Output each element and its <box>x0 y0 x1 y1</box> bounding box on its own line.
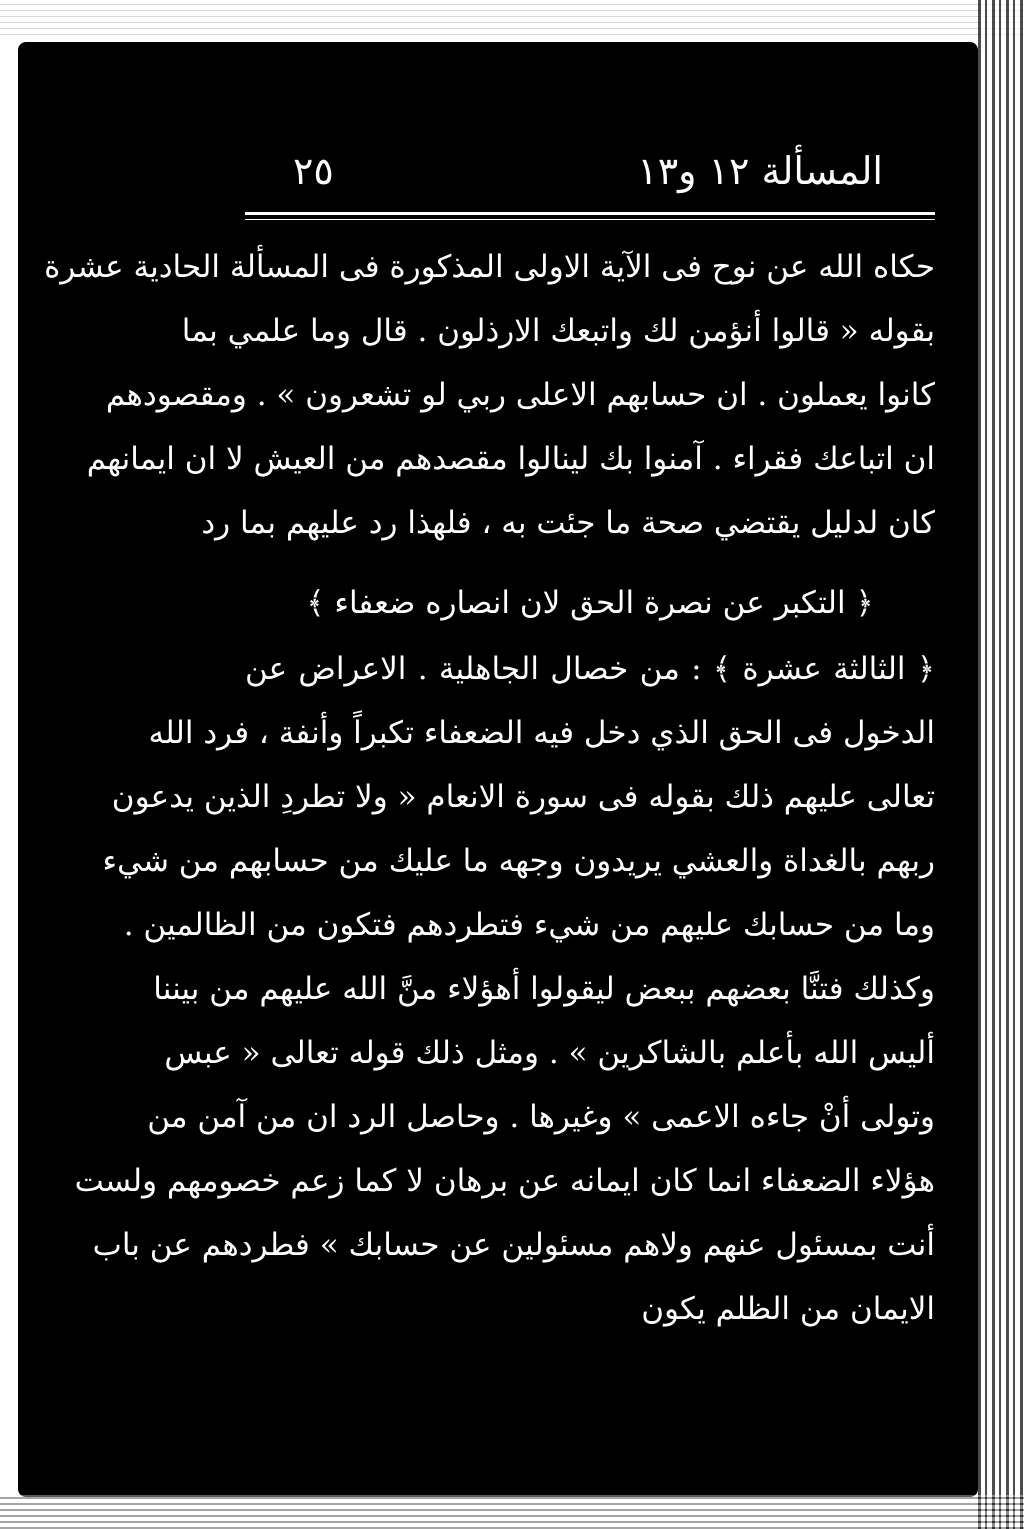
text-line: الايمان من الظلم يكون <box>641 1291 935 1327</box>
header-rule <box>245 212 935 215</box>
text-line: ربهم بالغداة والعشي يريدون وجهه ما عليك من حسابهم من شيء <box>102 843 935 879</box>
text-line: بقوله « قالوا أنؤمن لك واتبعك الارذلون . قال وما علمي بما <box>181 313 935 349</box>
scan-edge-bottom <box>0 1495 1024 1529</box>
text-line: تعالى عليهم ذلك بقوله فى سورة الانعام « ولا تطردِ الذين يدعون <box>111 779 935 815</box>
text-line: وتولى أنْ جاءه الاعمى » وغيرها . وحاصل الرد ان من آمن من <box>147 1099 935 1135</box>
scan-edge-right <box>978 0 1024 1529</box>
header-rule-thin <box>245 219 935 220</box>
section-heading: ﴿ التكبر عن نصرة الحق لان انصاره ضعفاء ﴾ <box>306 585 874 621</box>
scan-edge-top <box>0 0 1024 40</box>
text-line: حكاه الله عن نوح فى الآية الاولى المذكورة فى المسألة الحادية عشرة <box>44 249 935 285</box>
text-line: وكذلك فتنَّا بعضهم ببعض ليقولوا أهؤلاء منَّ الله عليهم من بيننا <box>153 971 935 1007</box>
text-line: أنت بمسئول عنهم ولاهم مسئولين عن حسابك » فطردهم عن باب <box>92 1227 935 1263</box>
running-header <box>245 140 935 202</box>
text-line: هؤلاء الضعفاء انما كان ايمانه عن برهان لا كما زعم خصومهم ولست <box>74 1163 935 1199</box>
text-line: كانوا يعملون . ان حسابهم الاعلى ربي لو تشعرون » . ومقصودهم <box>105 377 935 413</box>
text-line: وما من حسابك عليهم من شيء فتطردهم فتكون من الظالمين . <box>123 907 935 943</box>
page-number: ٢٥ <box>293 149 334 193</box>
text-line: كان لدليل يقتضي صحة ما جئت به ، فلهذا رد عليهم بما رد <box>201 505 935 541</box>
text-block <box>44 140 935 1327</box>
text-line: ﴿ الثالثة عشرة ﴾ : من خصال الجاهلية . الاعراض عن <box>245 651 935 687</box>
text-line: ان اتباعك فقراء . آمنوا بك لينالوا مقصدهم من العيش لا ان ايمانهم <box>86 441 935 477</box>
text-line: أليس الله بأعلم بالشاكرين » . ومثل ذلك قوله تعالى « عبس <box>164 1035 935 1071</box>
header-title: المسألة ١٢ و١٣ <box>637 149 883 193</box>
text-line: الدخول فى الحق الذي دخل فيه الضعفاء تكبراً وأنفة ، فرد الله <box>148 715 935 751</box>
